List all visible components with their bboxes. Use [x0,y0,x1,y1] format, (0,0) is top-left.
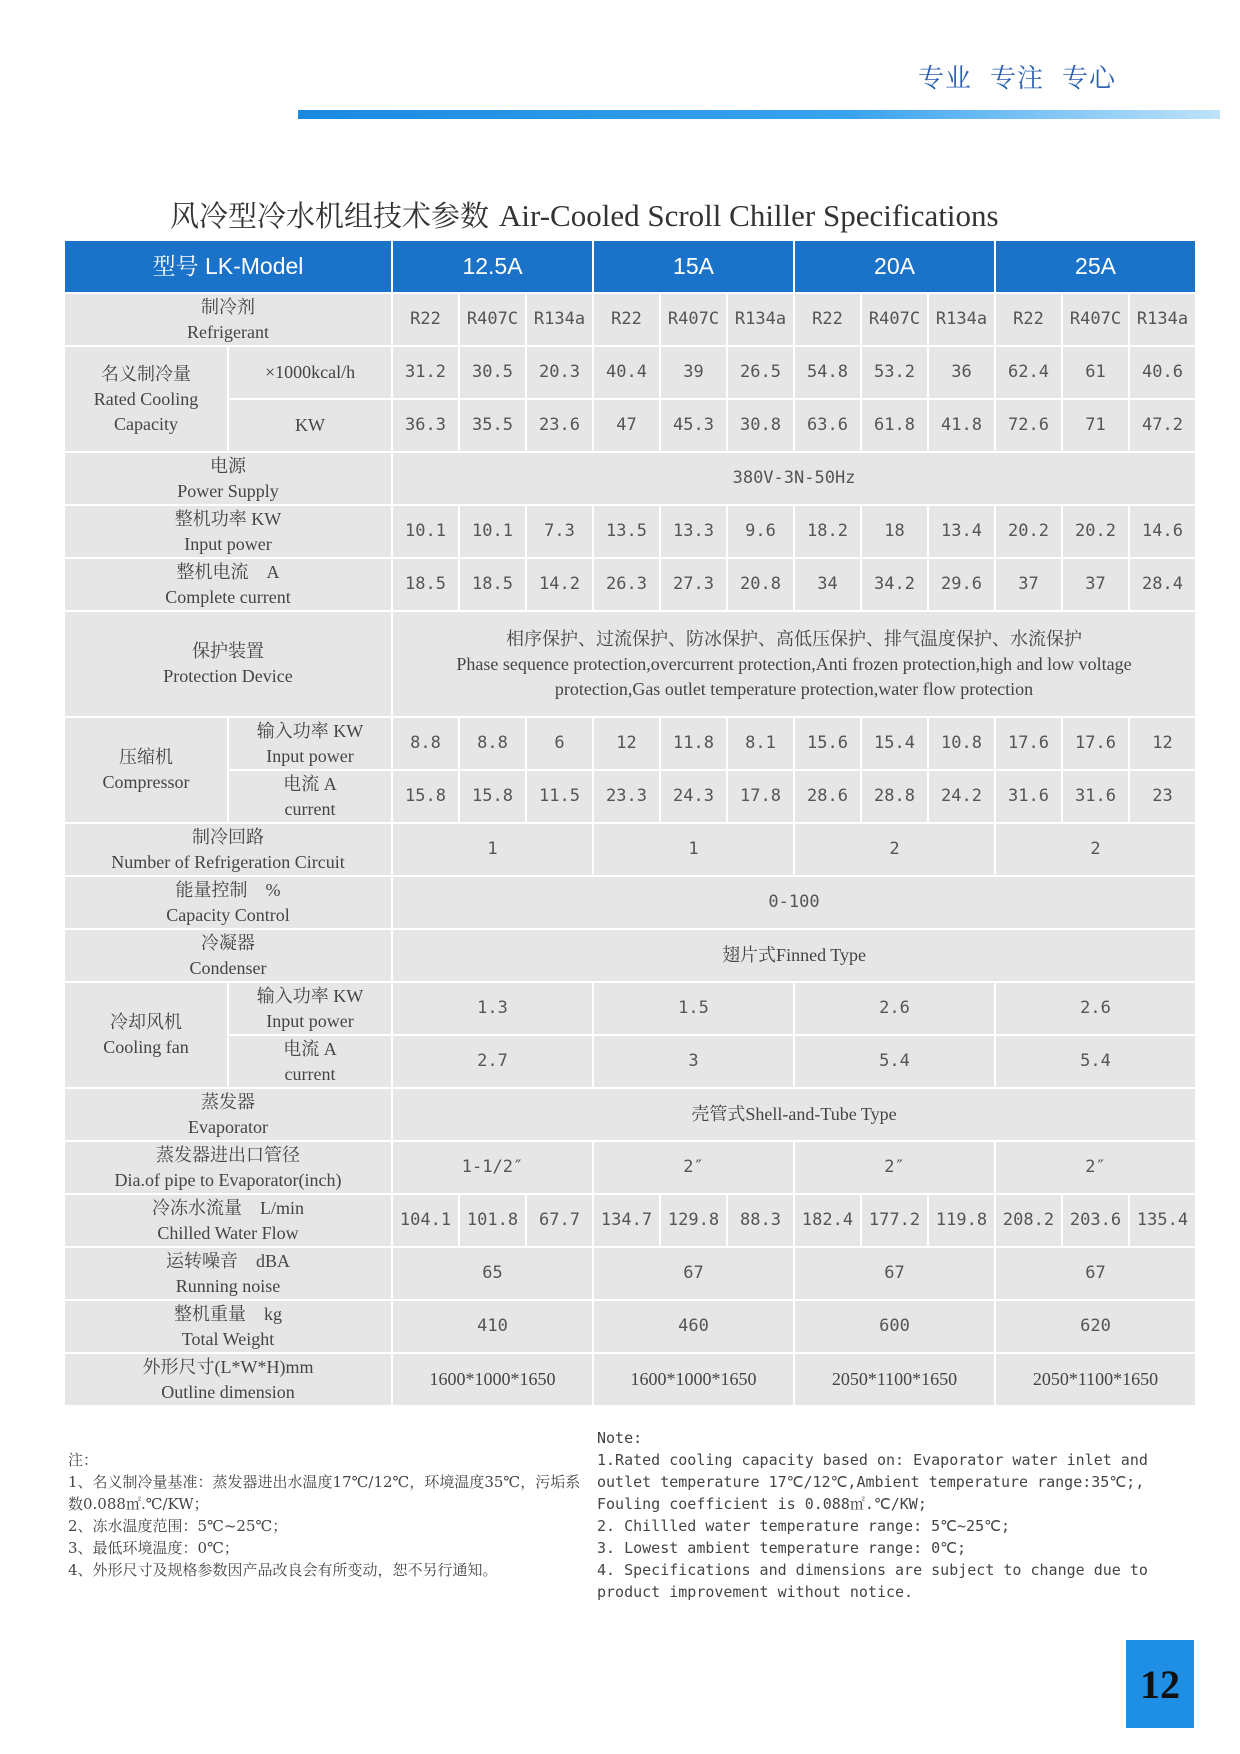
cell: 203.6 [1062,1194,1129,1247]
label-cn: 压缩机 [119,747,173,767]
cell: 13.4 [928,505,995,558]
slogan-3: 专心 [1062,64,1117,94]
cell: 2″ [593,1141,794,1194]
page-title [170,194,999,235]
cell: 35.5 [459,399,526,452]
cell: R407C [660,293,727,346]
label-cn: 冷却风机 [110,1012,182,1032]
cell: 2.7 [392,1035,593,1088]
cell: 31.2 [392,346,459,399]
protection-en: Phase sequence protection,overcurrent protection,Anti frozen protection,high and low voltage protection,Gas outlet temperature protection,water flow protection [456,653,1132,699]
row-label [64,929,392,982]
table-row [64,1141,1196,1194]
label-cn: 蒸发器进出口管径 [156,1144,300,1165]
notes-en-line: 1.Rated cooling capacity based on: Evaporator water inlet and outlet temperature 17℃/12℃,Ambient temperature range:35℃;, Fouling coefficient is 0.088㎡.℃/KW; [597,1451,1148,1513]
label-en: current [284,1063,336,1084]
label-en: Condenser [189,957,267,978]
model-col: 15A [593,240,794,293]
cell: 28.4 [1129,558,1196,611]
cell: 31.6 [1062,770,1129,823]
cell: 8.8 [392,717,459,770]
cell: 14.2 [526,558,593,611]
cell: 20.3 [526,346,593,399]
cell: R134a [928,293,995,346]
label-en: Running noise [175,1275,281,1296]
table-row [64,1300,1196,1353]
label-en: Input power [266,1010,354,1031]
cell: 10.8 [928,717,995,770]
cell: 40.4 [593,346,660,399]
label-cn: 电源 [210,455,246,476]
cell: 177.2 [861,1194,928,1247]
row-label [64,452,392,505]
row-label [64,558,392,611]
cell: 28.8 [861,770,928,823]
cell: 12 [593,717,660,770]
cell: 18 [861,505,928,558]
row-label [64,1300,392,1353]
cell: 208.2 [995,1194,1062,1247]
row-label [64,505,392,558]
cell: 2050*1100*1650 [995,1353,1196,1406]
row-label [64,982,228,1088]
label-cn: 电流 A [283,1038,337,1059]
cell: 37 [1062,558,1129,611]
unit-label: KW [228,399,392,452]
cell: 17.8 [727,770,794,823]
row-label [64,611,392,717]
cell: 24.3 [660,770,727,823]
label-en: Rated Cooling [93,388,199,409]
table-row [64,770,1196,823]
cell: 40.6 [1129,346,1196,399]
cell: 26.3 [593,558,660,611]
cell: 45.3 [660,399,727,452]
label-en: Input power [184,533,272,554]
sub-label [228,982,392,1035]
notes-cn-title: 注： [68,1451,99,1469]
notes-cn [68,1449,588,1581]
notes-en-line: 2. Chillled water temperature range: 5℃~25℃; [597,1517,1010,1535]
label-cn: 名义制冷量 [101,363,191,384]
row-label [64,876,392,929]
label-cn: 保护装置 [192,641,264,661]
cell: 15.4 [861,717,928,770]
label-cn: 输入功率 KW [256,985,364,1006]
cell: 61 [1062,346,1129,399]
cell: R22 [794,293,861,346]
label-en: Complete current [165,586,291,607]
table-row [64,293,1196,346]
cell: 8.8 [459,717,526,770]
label-cn: 电流 A [283,773,337,794]
cell: R22 [995,293,1062,346]
cell: 23.3 [593,770,660,823]
table-row [64,452,1196,505]
cell: 24.2 [928,770,995,823]
cell: 17.6 [995,717,1062,770]
cell: 11.5 [526,770,593,823]
table-row [64,929,1196,982]
cell: 17.6 [1062,717,1129,770]
cell: 129.8 [660,1194,727,1247]
sub-label [228,770,392,823]
cell: 15.8 [392,770,459,823]
unit-label: ×1000kcal/h [228,346,392,399]
label-cn: 整机重量 kg [174,1303,282,1324]
notes-en-line: 3. Lowest ambient temperature range: 0℃; [597,1539,967,1557]
cell: 1600*1000*1650 [593,1353,794,1406]
cell: 88.3 [727,1194,794,1247]
notes-en-title: Note: [597,1429,643,1447]
model-label: 型号 LK-Model [64,240,392,293]
cell: 600 [794,1300,995,1353]
table-row [64,1247,1196,1300]
label-en: Capacity [114,413,178,434]
row-label [64,1194,392,1247]
label-cn: 冷冻水流量 L/min [152,1197,304,1218]
notes-en [597,1427,1197,1603]
cell: 20.2 [1062,505,1129,558]
cell: 2.6 [995,982,1196,1035]
cell: 27.3 [660,558,727,611]
notes-cn-line: 1、名义制冷量基准：蒸发器进出水温度17℃/12℃，环境温度35℃，污垢系数0.088㎡.℃/KW； [68,1473,581,1513]
table-row [64,1194,1196,1247]
cell: 13.3 [660,505,727,558]
cell: R407C [861,293,928,346]
cell: 119.8 [928,1194,995,1247]
table-row [64,1035,1196,1088]
cell: 72.6 [995,399,1062,452]
cell: 8.1 [727,717,794,770]
title-cn: 风冷型冷水机组技术参数 [170,199,490,233]
label-cn: 制冷回路 [192,826,264,847]
label-en: current [284,798,336,819]
cell: 53.2 [861,346,928,399]
label-en: Chilled Water Flow [157,1222,299,1243]
label-cn: 冷凝器 [201,932,255,953]
cell: 101.8 [459,1194,526,1247]
row-label [64,293,392,346]
notes-cn-line: 4、外形尺寸及规格参数因产品改良会有所变动，恕不另行通知。 [68,1561,498,1579]
cell: 34.2 [861,558,928,611]
cell: 30.8 [727,399,794,452]
spec-table [63,239,1197,1407]
table-row [64,876,1196,929]
row-label [64,1141,392,1194]
cell: R407C [1062,293,1129,346]
label-cn: 蒸发器 [201,1091,255,1112]
protection-cell [392,611,1196,717]
label-cn: 输入功率 KW [256,720,364,741]
cell: 41.8 [928,399,995,452]
cell: 23 [1129,770,1196,823]
cell: R407C [459,293,526,346]
label-en: Cooling fan [103,1037,189,1057]
label-cn: 能量控制 % [175,879,281,900]
cell: 47.2 [1129,399,1196,452]
cell: 1.5 [593,982,794,1035]
cell: 1.3 [392,982,593,1035]
cell: 2.6 [794,982,995,1035]
table-header-row [64,240,1196,293]
cell: 壳管式Shell-and-Tube Type [392,1088,1196,1141]
cell: 2 [995,823,1196,876]
label-en: Compressor [102,772,190,792]
cell: 20.8 [727,558,794,611]
cell: 410 [392,1300,593,1353]
cell: 30.5 [459,346,526,399]
cell: 26.5 [727,346,794,399]
cell: 15.6 [794,717,861,770]
cell: 1 [593,823,794,876]
cell: 15.8 [459,770,526,823]
model-col: 25A [995,240,1196,293]
label-cn: 制冷剂 [201,296,255,317]
cell: 460 [593,1300,794,1353]
label-cn: 整机电流 A [176,561,280,582]
cell: 10.1 [392,505,459,558]
cell: 67 [995,1247,1196,1300]
cell: R134a [727,293,794,346]
label-en: Evaporator [188,1116,268,1137]
cell: 182.4 [794,1194,861,1247]
label-en: Refrigerant [187,321,269,342]
cell: R22 [593,293,660,346]
label-en: Input power [266,745,354,766]
cell: 2″ [995,1141,1196,1194]
cell: 11.8 [660,717,727,770]
header-rule [298,110,1220,119]
cell: 34 [794,558,861,611]
cell: 29.6 [928,558,995,611]
model-col: 20A [794,240,995,293]
label-cn: 外形尺寸(L*W*H)mm [142,1356,314,1377]
label-en: Dia.of pipe to Evaporator(inch) [114,1169,342,1190]
slogan-1: 专业 [918,64,973,94]
protection-cn: 相序保护、过流保护、防冰保护、高低压保护、排气温度保护、水流保护 [506,628,1083,649]
row-label [64,1247,392,1300]
table-row [64,611,1196,717]
label-en: Outline dimension [161,1381,295,1402]
model-col: 12.5A [392,240,593,293]
label-en: Power Supply [177,480,279,501]
table-row [64,1088,1196,1141]
cell: 31.6 [995,770,1062,823]
row-label [64,717,228,823]
sub-label [228,1035,392,1088]
cell: 67 [593,1247,794,1300]
row-label [64,1353,392,1406]
cell: 18.5 [459,558,526,611]
cell: 12 [1129,717,1196,770]
cell: 3 [593,1035,794,1088]
cell: 65 [392,1247,593,1300]
cell: 10.1 [459,505,526,558]
cell: 62.4 [995,346,1062,399]
cell: 18.2 [794,505,861,558]
cell: 0-100 [392,876,1196,929]
cell: 54.8 [794,346,861,399]
cell: R22 [392,293,459,346]
cell: 380V-3N-50Hz [392,452,1196,505]
table-row [64,505,1196,558]
notes-cn-line: 3、最低环境温度：0℃； [68,1539,239,1557]
notes-cn-line: 2、冻水温度范围：5℃~25℃； [68,1517,288,1535]
cell: 20.2 [995,505,1062,558]
cell: 7.3 [526,505,593,558]
cell: 71 [1062,399,1129,452]
sub-label [228,717,392,770]
cell: 14.6 [1129,505,1196,558]
cell: 63.6 [794,399,861,452]
cell: 23.6 [526,399,593,452]
cell: 67.7 [526,1194,593,1247]
cell: 36 [928,346,995,399]
cell: 翅片式Finned Type [392,929,1196,982]
cell: 28.6 [794,770,861,823]
cell: 39 [660,346,727,399]
label-cn: 运转噪音 dBA [166,1250,291,1271]
table-row [64,1353,1196,1406]
table-row [64,346,1196,399]
label-en: Capacity Control [166,904,290,925]
table-row [64,823,1196,876]
cell: 2″ [794,1141,995,1194]
notes-en-line: 4. Specifications and dimensions are subject to change due to product improvement without notice. [597,1561,1148,1601]
cell: 18.5 [392,558,459,611]
cell: 67 [794,1247,995,1300]
label-cn: 整机功率 KW [174,508,282,529]
cell: 37 [995,558,1062,611]
table-row [64,982,1196,1035]
slogan-2: 专注 [990,64,1045,94]
cell: 5.4 [794,1035,995,1088]
cell: 36.3 [392,399,459,452]
page-number: 12 [1126,1640,1194,1728]
row-label [64,1088,392,1141]
cell: 2050*1100*1650 [794,1353,995,1406]
cell: 47 [593,399,660,452]
cell: 1-1/2″ [392,1141,593,1194]
table-row [64,399,1196,452]
cell: 1600*1000*1650 [392,1353,593,1406]
cell: 104.1 [392,1194,459,1247]
cell: R134a [1129,293,1196,346]
title-en: Air-Cooled Scroll Chiller Specifications [499,198,999,233]
cell: 1 [392,823,593,876]
label-en: Total Weight [181,1328,275,1349]
cell: 620 [995,1300,1196,1353]
cell: 61.8 [861,399,928,452]
cell: 6 [526,717,593,770]
row-label [64,823,392,876]
cell: 2 [794,823,995,876]
label-en: Protection Device [163,666,293,686]
row-label [64,346,228,452]
cell: 9.6 [727,505,794,558]
cell: 134.7 [593,1194,660,1247]
cell: 13.5 [593,505,660,558]
label-en: Number of Refrigeration Circuit [111,851,345,872]
cell: R134a [526,293,593,346]
slogan [918,58,1134,95]
cell: 135.4 [1129,1194,1196,1247]
table-row [64,558,1196,611]
cell: 5.4 [995,1035,1196,1088]
table-row [64,717,1196,770]
